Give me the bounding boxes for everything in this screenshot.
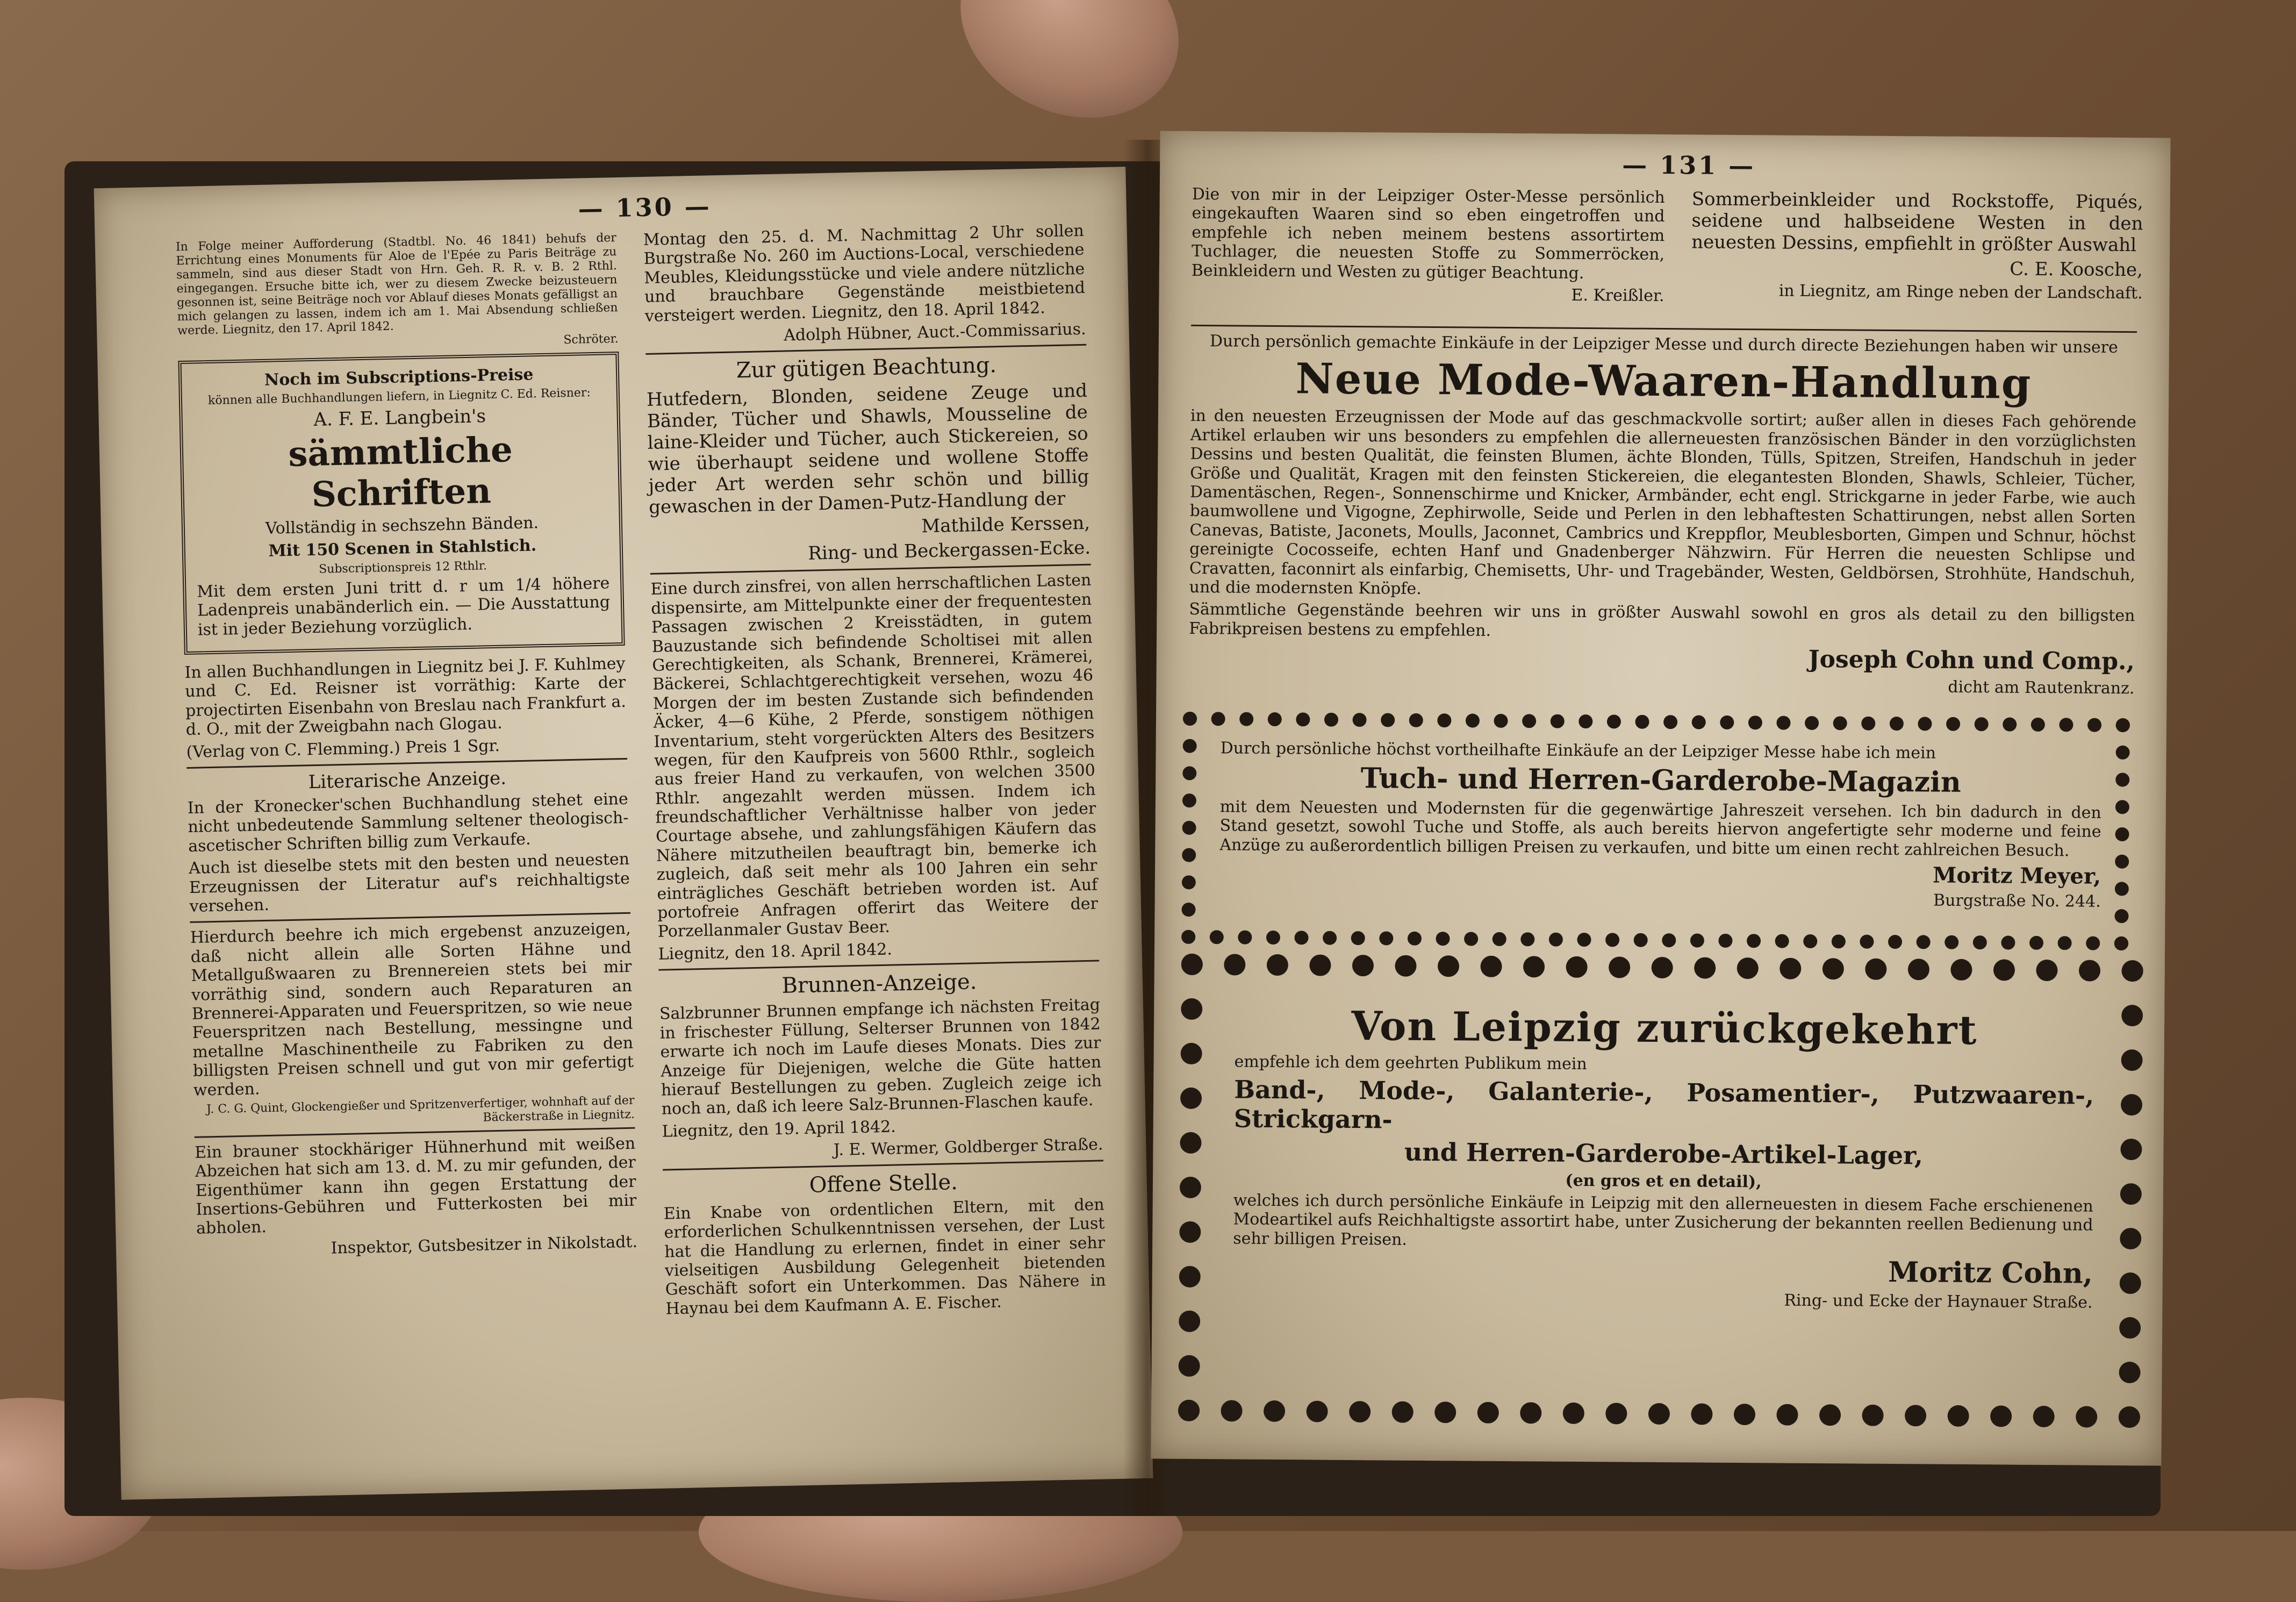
brunnen-text: Salzbrunner Brunnen empfange ich nächsten Freitag in frischester Füllung, Selterser Brunnen von 1842 erwarte ich noch im Laufe dieses Monats. Dies zur Anzeige für Diejenigen, welche die Güte hatten hierauf Bestellungen zu geben. Zugleich zeige ich noch an, daß ich leere Salz-Brunnen-Flaschen kaufe. xyxy=(659,995,1102,1119)
lost-dog-signature: Inspektor, Gutsbesitzer in Nikolstadt. xyxy=(331,1232,638,1258)
cohn-comp-signature: Joseph Cohn und Comp., xyxy=(1808,646,2135,676)
cohn-comp-advert xyxy=(1188,319,2137,702)
auction-notice: Montag den 25. d. M. Nachmittag 2 Uhr sollen Burgstraße No. 260 im Auctions-Local, verschiedene Meubles, Kleidungsstücke und viele andere nützliche und brauchbare Gegenstände meistbietend versteigert werden. Liegnitz, den 18. April 1842. xyxy=(643,221,1086,326)
langbein-scenes: Mit 150 Scenen in Stahlstich. xyxy=(268,535,537,561)
beachtung-address: Ring- und Beckergassen-Ecke. xyxy=(808,537,1091,564)
kreissler-signature: E. Kreißler. xyxy=(1571,285,1664,305)
right-page xyxy=(1151,131,2170,1465)
langbein-volumes: Vollständig in sechszehn Bänden. xyxy=(265,513,539,538)
subscription-note: können alle Buchhandlungen liefern, in Liegnitz C. Ed. Reisner: xyxy=(207,386,591,408)
cohn-comp-address: dicht am Rautenkranz. xyxy=(1948,677,2135,698)
brunnen-heading: Brunnen-Anzeige. xyxy=(781,969,977,999)
meyer-intro: Durch persönliche höchst vortheilhafte Einkäufe an der Leipziger Messe habe ich mein xyxy=(1220,739,1936,763)
moritz-cohn-advert xyxy=(1232,1002,2094,1315)
stelle-heading: Offene Stelle. xyxy=(809,1169,958,1198)
kreissler-advert xyxy=(1191,185,1665,309)
langbein-title: sämmtliche Schriften xyxy=(288,430,513,515)
literature-heading: Literarische Anzeige. xyxy=(308,767,507,793)
langbein-advert xyxy=(178,352,625,655)
leipzig-goods-line-1: Band-, Mode-, Galanterie-, Posamentier-, Putzwaaren-, Strickgarn- xyxy=(1233,1075,2094,1134)
koosche-address: in Liegnitz, am Ringe neben der Landschaft. xyxy=(1778,281,2143,303)
koosche-signature: C. E. Koosche, xyxy=(2010,258,2143,281)
railway-map-advert: In allen Buchhandlungen in Liegnitz bei J. F. Kuhlmey und C. Ed. Reisner ist vorräthig: Karte der projectirten Eisenbahn von Breslau nach Frankfurt a. d. O., mit der Zweigbahn nach Glogau. xyxy=(184,654,627,740)
beachtung-signature: Mathilde Kerssen, xyxy=(921,512,1090,538)
left-page xyxy=(94,167,1153,1500)
leipzig-body: welches ich durch persönliche Einkäufe in Leipzig mit den allerneuesten in diesem Fache erschienenen Modeartikel aufs Reichhaltigste assortirt habe, unter Zusicherung der bekannten reellen Bedienung und sehr billigen Preisen. xyxy=(1233,1191,2093,1249)
beachtung-text: Hutfedern, Blonden, seidene Zeuge und Bänder, Tücher und Shawls, Mousseline de laine-Kleider und Tücher, auch Stickereien, so wie überhaupt seidene und wollene Stoffe jeder Art werden sehr schön und billig gewaschen in der Damen-Putz-Handlung der xyxy=(646,380,1089,518)
lost-dog-notice: Ein brauner stockhäriger Hühnerhund mit weißen Abzeichen hat sich am 13. d. M. zu mir gefunden, der Eigenthümer kann ihn gegen Erstattung der Insertions-Gebühren und Futterkosten bei mir abholen. xyxy=(194,1134,637,1239)
auction-signature: Adolph Hübner, Auct.-Commissarius. xyxy=(783,319,1086,345)
langbein-price: Subscriptionspreis 12 Rthlr. xyxy=(318,559,487,576)
literature-text-2: Auch ist dieselbe stets mit den besten und neuesten Erzeugnissen der Literatur auf's reichhaltigste versehen. xyxy=(188,850,630,916)
cohn-comp-body: in den neuesten Erzeugnissen der Mode auf das geschmackvolle sortirt; außer allen in dieses Fach gehörende Artikel erlauben wir uns besonders zu empfehlen die allerneuesten französischen Bänder in den vorzüglichsten Dessins und besten Qualität, die feinsten Blumen, ächte Blonden, Tülls, Spitzen, Streifen, Handschuh in jeder Größe und Qualität, Kragen mit den feinsten Stickereien, die elegantesten Blonden, Shawls, Schleier, Tücher, Damentäschen, Regen-, Sonnenschirme und Knicker, Armbänder, echt engl. Strickgarne in jeder Farbe, wie auch baumwollene und Vigogne, Zephirwolle, Seide und Perlen in den lebhaftesten Schattirungen, nebst allen Sorten Canevas, Batiste, Jaconets, Moulls, Jaconnet, Cambrics und Kreppflor, Meublesborten, Gimpen und Schnur, höchst gereinigte Cocosseife, echten Hanf und Gnadenberger Nähzwirn. Für Herren die neuesten Schlipse und Cravatten, faconnirt als einfarbig, Chemisetts, Uhr- und Tragebänder, Westen, Geldbörsen, Strohhüte, Handschuh, und die modernsten Knöpfe. xyxy=(1189,406,2137,598)
page-number: — 130 — xyxy=(578,191,712,224)
langbein-price-note: Mit dem ersten Juni tritt d. r um 1/4 höhere Ladenpreis unabänderlich ein. — Die Ausstattung ist in jeder Beziehung vorzüglich. xyxy=(197,574,611,640)
meyer-heading: Tuch- und Herren-Garderobe-Magazin xyxy=(1360,762,1961,799)
meyer-body: mit dem Neuesten und Modernsten für die gegenwärtige Jahreszeit versehen. Ich bin dadurch in den Stand gesetzt, sowohl Tuche und Stoffe, als auch bereits hiervon angefertigte sehr moderne und feine Anzüge zu außerordentlich billigen Preisen zu verkaufen, und bitte um einen recht zahlreichen Besuch. xyxy=(1219,797,2101,860)
beachtung-heading: Zur gütigen Beachtung. xyxy=(736,353,997,383)
leipzig-goods-line-2: und Herren-Garderobe-Artikel-Lager, xyxy=(1404,1137,1924,1170)
page-number: — 131 — xyxy=(1622,150,1756,181)
koosche-advert xyxy=(1691,188,2143,306)
cohn-comp-heading: Neue Mode-Waaren-Handlung xyxy=(1295,354,2032,409)
left-column xyxy=(176,231,638,1264)
koosche-text: Sommerbeinkleider und Rockstoffe, Piqués, seidene und halbseidene Westen in den neuesten Dessins, empfiehlt in größter Auswahl xyxy=(1691,188,2143,256)
literature-text-1: In der Kronecker'schen Buchhandlung stehet eine nicht unbedeutende Sammlung seltener theologisch-ascetischer Schriften billig zum Verkaufe. xyxy=(187,789,629,856)
monument-notice: In Folge meiner Aufforderung (Stadtbl. No. 46 1841) behufs der Errichtung eines Monuments für Aloe de l'Epée zu Paris Beiträge zu sammeln, sind aus dieser Stadt von Hrn. Geh. R. R. v. B. 2 Rthl. eingegangen. Ersuche bitte ich, wer zu diesem Zwecke beizusteuern gesonnen ist, seine Beiträge noch vor Ablauf dieses Monats gefälligst an mich gelangen zu lassen, indem ich am 1. Mai Absendung schließen werde. Liegnitz, den 17. April 1842. xyxy=(175,231,618,338)
meyer-address: Burgstraße No. 244. xyxy=(1933,891,2101,911)
kreissler-text: Die von mir in der Leipziger Oster-Messe persönlich eingekauften Waaren sind so eben eingetroffen und empfehle ich neben meinem bestens assortirtem Tuchlager, die neuesten Stoffe zu Sommerröcken, Beinkleidern und Westen zu gütiger Beachtung. xyxy=(1191,184,1665,283)
cohn-comp-body-2: Sämmtliche Gegenstände beehren wir uns in größter Auswahl sowohl en gros als detail zu den billigsten Fabrikpreisen bestens zu empfehlen. xyxy=(1189,600,2135,640)
leipzig-intro: empfehle ich dem geehrten Publikum mein xyxy=(1234,1052,1587,1074)
quint-advert: Hierdurch beehre ich mich ergebenst anzuzeigen, daß nicht allein alle Sorten Hähne und Metallgußwaaren zu Brennereien stets bei mir vorräthig sind, sondern auch Reparaturen an Brennerei-Apparaten und Feuerspritzen, so wie neue Feuerspritzen nach Bestellung, messingne und metallne Maschinentheile zu Fabriken zu den billigsten Preisen schnell und gut von mir gefertigt werden. xyxy=(190,919,634,1100)
leipzig-signature: Moritz Cohn, xyxy=(1888,1256,2093,1290)
meyer-signature: Moritz Meyer, xyxy=(1932,862,2101,889)
subscription-heading: Noch im Subscriptions-Preise xyxy=(264,364,534,390)
cohn-comp-intro: Durch persönlich gemachte Einkäufe in der Leipziger Messe und durch directe Beziehungen haben wir unsere xyxy=(1209,332,2118,357)
leipzig-address: Ring- und Ecke der Haynauer Straße. xyxy=(1784,1291,2093,1313)
brunnen-signature: J. E. Wermer, Goldberger Straße. xyxy=(833,1135,1103,1160)
monument-notice-signature: Schröter. xyxy=(563,332,619,347)
langbein-author: A. F. E. Langbein's xyxy=(313,405,486,431)
quint-signature: J. C. G. Quint, Glockengießer und Spritzenverfertiger, wohnhaft auf der Bäckerstraße in Liegnitz. xyxy=(206,1093,635,1125)
railway-map-publisher: (Verlag von C. Flemming.) Preis 1 Sgr. xyxy=(186,736,500,762)
leipzig-heading: Von Leipzig zurückgekehrt xyxy=(1351,1003,1978,1054)
brunnen-date: Liegnitz, den 19. April 1842. xyxy=(662,1117,896,1141)
leipzig-goods-line-3: (en gros et en detail), xyxy=(1565,1171,1762,1191)
right-column xyxy=(643,221,1107,1322)
stelle-text: Ein Knabe von ordentlichen Eltern, mit den erforderlichen Schulkenntnissen versehen, der Lust hat die Handlung zu erlernen, findet in einer sehr vielseitigen Ausbildung Gelegenheit bietenden Geschäft sofort ein Unterkommen. Das Nähere in Haynau bei dem Kaufmann A. E. Fischer. xyxy=(663,1195,1106,1319)
estate-sale-advert: Eine durch zinsfrei, von allen herrschaftlichen Lasten dispensirte, am Mittelpunkte einer der frequentesten Passagen zwischen 2 Kreisstädten, in gutem Bauzustande sich befindende Scholtisei mit allen Gerechtigkeiten, als Schank, Brennerei, Krämerei, Bäckerei, Schlachtgerechtigkeit versehen, wozu 46 Morgen der im besten Zustande sich befindenden Äcker, 4—6 Kühe, 2 Pferde, sonstigem nöthigen Inventarium, steht vorgerückten Alters des Besitzers wegen, für den Kaufpreis von 5600 Rthlr., sogleich aus freier Hand zu verkaufen, von welchen 3500 Rthlr. angezahlt werden müssen. Indem ich freundschaftlicher Verhältnisse halber von jeder Courtage absehe, und zahlungsfähigen Käufern das Nähere mitzutheilen beauftragt bin, bemerke ich zugleich, daß seit mehr als 100 Jahren ein sehr einträgliches Geschäft betrieben worden ist. Auf portofreie Anfragen offerirt das Weitere der Porzellanmaler Gustav Beer. xyxy=(650,571,1099,942)
meyer-advert xyxy=(1219,739,2102,914)
divider xyxy=(1191,325,2137,333)
estate-sale-date: Liegnitz, den 18. April 1842. xyxy=(658,940,893,964)
